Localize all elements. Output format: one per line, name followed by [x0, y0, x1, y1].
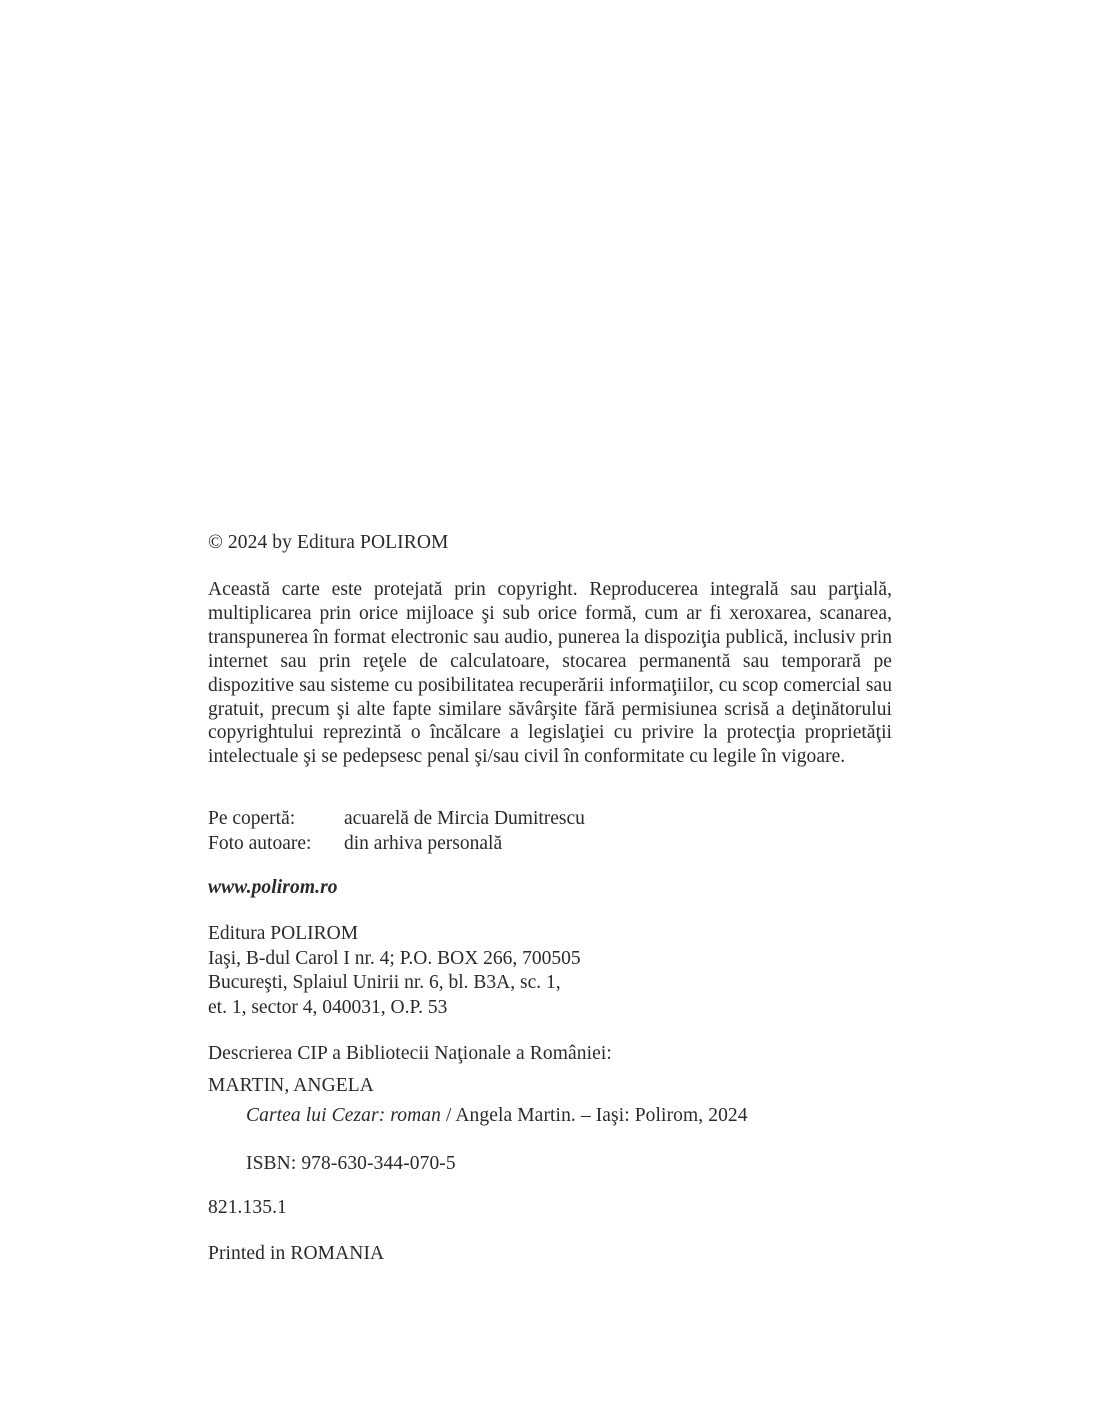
cip-isbn: ISBN: 978-630-344-070-5: [246, 1153, 456, 1174]
publisher-address-line: Iaşi, B-dul Carol I nr. 4; P.O. BOX 266, 700505: [208, 947, 581, 969]
publisher-block: [208, 922, 581, 1020]
printed-in: Printed in ROMANIA: [208, 1243, 385, 1264]
credit-photo: [208, 831, 585, 856]
copyright-line: © 2024 by Editura POLIROM: [208, 532, 449, 553]
cip-author: MARTIN, ANGELA: [208, 1075, 374, 1096]
cip-classification: 821.135.1: [208, 1197, 287, 1218]
publisher-name: Editura POLIROM: [208, 923, 359, 944]
credits-block: [208, 806, 585, 856]
cip-title-line: [246, 1104, 748, 1128]
cip-title-details: / Angela Martin. – Iaşi: Polirom, 2024: [440, 1105, 748, 1126]
credit-cover: [208, 806, 585, 831]
cip-title: Cartea lui Cezar: roman: [246, 1105, 441, 1126]
credit-cover-label: Pe copertă:: [208, 808, 296, 829]
publisher-address-line: Bucureşti, Splaiul Unirii nr. 6, bl. B3A, sc. 1,: [208, 972, 561, 994]
website-link[interactable]: www.polirom.ro: [208, 877, 338, 898]
credit-photo-label: Foto autoare:: [208, 833, 312, 854]
credit-cover-value: acuarelă de Mircia Dumitrescu: [344, 808, 585, 829]
cip-heading: Descrierea CIP a Bibliotecii Naţionale a României:: [208, 1043, 612, 1064]
legal-notice: Această carte este protejată prin copyright. Reproducerea integrală sau parţială, multiplicarea prin orice mijloace şi sub orice formă, cum ar fi xeroxarea, scanarea, transpunerea în format electronic sau audio, punerea la dispoziţia publică, inclusiv prin internet sau prin reţele de calculatoare, stocarea permanentă sau temporară pe dispozitive sau sisteme cu posibilitatea recuperării informaţiilor, cu scop comercial sau gratuit, precum şi alte fapte similare săvârşite fără permisiunea scrisă a deţinătorului copyrightului reprezintă o încălcare a legislaţiei cu privire la protecţia proprietăţii intelectuale şi se pedepsesc penal şi/sau civil în conformitate cu legile în vigoare.: [208, 579, 892, 768]
publisher-address-line: et. 1, sector 4, 040031, O.P. 53: [208, 996, 448, 1018]
credit-photo-value: din arhiva personală: [344, 833, 503, 854]
